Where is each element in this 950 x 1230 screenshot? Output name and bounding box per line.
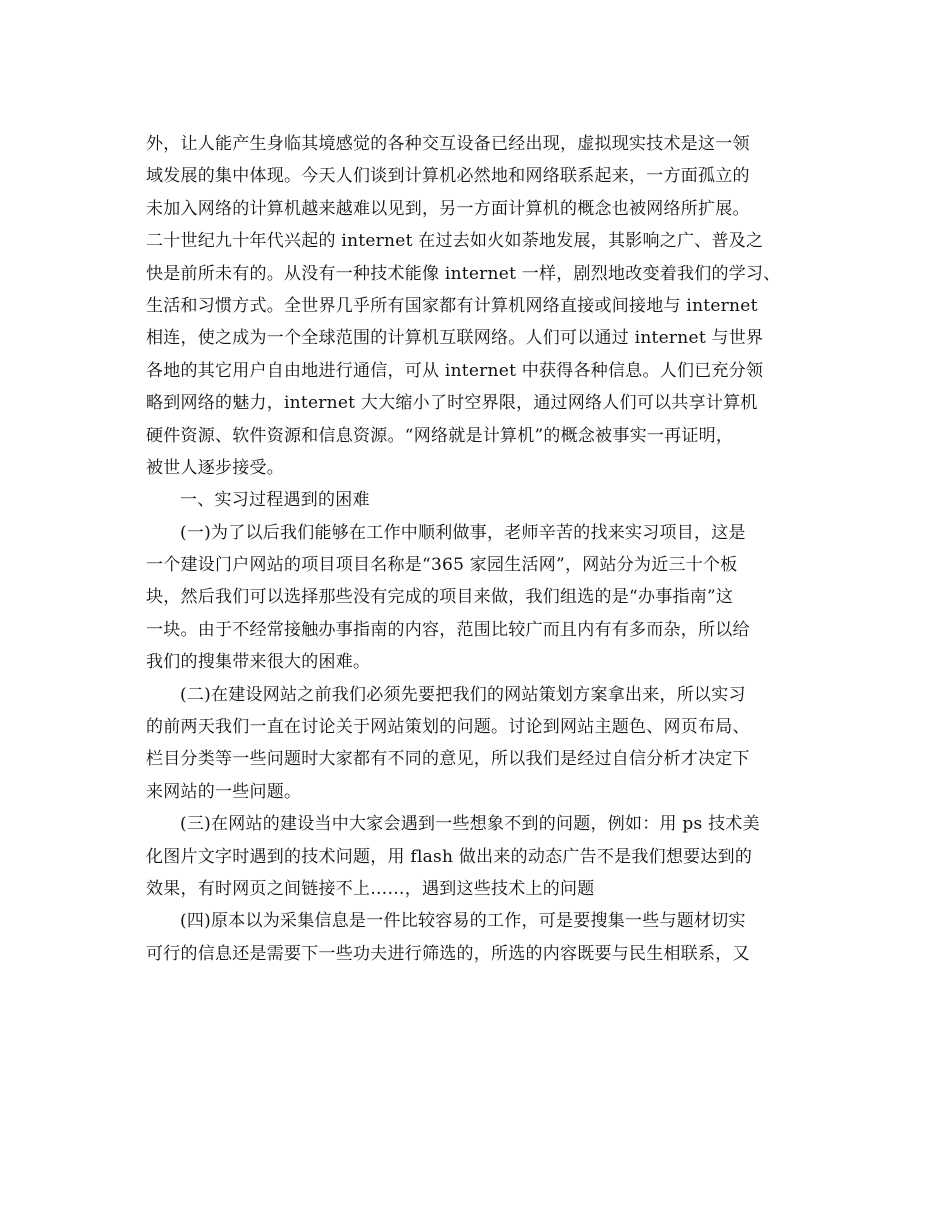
paragraph-first-line: (三)在网站的建设当中大家会遇到一些想象不到的问题，例如：用 ps 技术美 [180,814,760,835]
text-line: 生活和习惯方式。全世界几乎所有国家都有计算机网络直接或间接地与 internet [146,295,758,316]
text-line: 略到网络的魅力，internet 大大缩小了时空界限，通过网络人们可以共享计算机 [146,393,758,414]
text-line: 的前两天我们一直在讨论关于网站策划的问题。讨论到网站主题色、网页布局、 [146,717,750,738]
text-line: 栏目分类等一些问题时大家都有不同的意见，所以我们是经过自信分析才决定下 [146,749,750,770]
text-line: 相连，使之成为一个全球范围的计算机互联网络。人们可以通过 internet 与世界 [146,328,764,349]
text-line: 一个建设门户网站的项目项目名称是“365 家园生活网”，网站分为近三十个板 [146,555,738,576]
text-line: 硬件资源、软件资源和信息资源。“网络就是计算机”的概念被事实一再证明， [146,425,734,446]
text-line: 外，让人能产生身临其境感觉的各种交互设备已经出现，虚拟现实技术是这一领 [146,134,750,154]
text-line: 化图片文字时遇到的技术问题，用 flash 做出来的动态广告不是我们想要达到的 [146,846,753,867]
text-line: 各地的其它用户自由地进行通信，可从 internet 中获得各种信息。人们已充分领 [146,360,764,381]
text-line: 我们的搜集带来很大的困难。 [146,652,371,673]
paragraph-first-line: (四)原本以为采集信息是一件比较容易的工作，可是要搜集一些与题材切实 [180,911,746,932]
paragraph-first-line: (二)在建设网站之前我们必须先要把我们的网站策划方案拿出来，所以实习 [180,684,746,705]
text-line: 效果，有时网页之间链接不上……，遇到这些技术上的问题 [146,878,595,899]
text-line: 来网站的一些问题。 [146,781,302,802]
text-line: 域发展的集中体现。今天人们谈到计算机必然地和网络联系起来，一方面孤立的 [146,166,750,187]
paragraph-first-line: (一)为了以后我们能够在工作中顺利做事，老师辛苦的找来实习项目，这是 [180,522,746,543]
text-line: 可行的信息还是需要下一些功夫进行筛选的，所选的内容既要与民生相联系，又 [146,943,750,964]
text-line: 被世人逐步接受。 [146,457,284,478]
text-line: 一块。由于不经常接触办事指南的内容，范围比较广而且内有有多而杂，所以给 [146,619,750,640]
text-line: 未加入网络的计算机越来越难以见到，另一方面计算机的概念也被网络所扩展。 [146,198,750,219]
paragraph-first-line: 一、实习过程遇到的困难 [180,490,370,511]
text-line: 块，然后我们可以选择那些没有完成的项目来做，我们组选的是“办事指南”这 [146,587,734,608]
text-line: 二十世纪九十年代兴起的 internet 在过去如火如荼地发展，其影响之广、普及之 [146,231,764,252]
text-line: 快是前所未有的。从没有一种技术能像 internet 一样，剧烈地改变着我们的学习、 [146,263,781,284]
body-text [146,128,826,970]
